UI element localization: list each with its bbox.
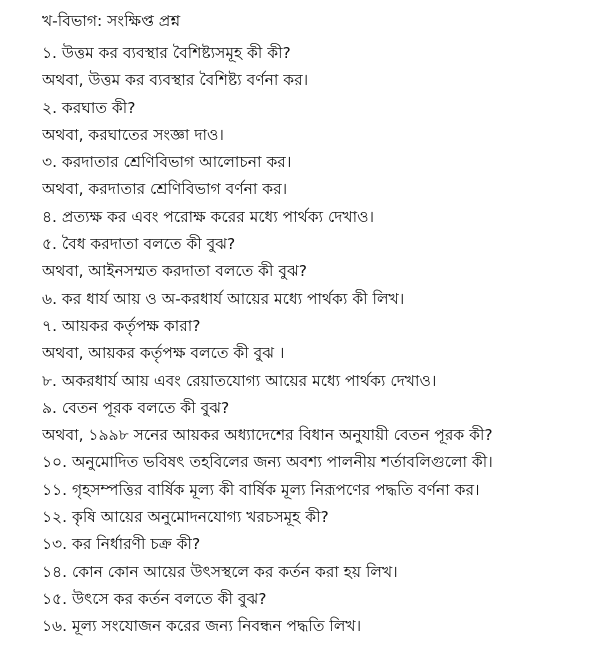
question-line: ১০. অনুমোদিত ভবিষৎ তহবিলের জন্য অবশ্য পালনীয় শর্তাবলিগুলো কী। xyxy=(42,453,493,472)
question-line: ১৫. উৎসে কর কর্তন বলতে কী বুঝ? xyxy=(42,589,267,608)
question-list xyxy=(42,40,592,641)
question-line: ১. উত্তম কর ব্যবস্থার বৈশিষ্ট্যসমূহ কী কী? xyxy=(42,44,291,62)
question-line: ৩. করদাতার শ্রেণিবিভাগ আলোচনা কর। xyxy=(42,153,292,172)
question-line: ৪. প্রত্যক্ষ কর এবং পরোক্ষ করের মধ্যে পার্থক্য দেখাও। xyxy=(42,207,375,226)
section-heading: খ-বিভাগ: সংক্ষিপ্ত প্রশ্ন xyxy=(42,12,181,30)
question-line: অথবা, আইনসম্মত করদাতা বলতে কী বুঝ? xyxy=(42,262,307,281)
question-line: ৮. অকরধার্য আয় এবং রেয়াতযোগ্য আয়ের মধ্যে পার্থক্য দেখাও। xyxy=(42,371,437,390)
question-line: ৭. আয়কর কর্তৃপক্ষ কারা? xyxy=(42,316,201,335)
question-line: ৫. বৈধ করদাতা বলতে কী বুঝ? xyxy=(42,235,236,254)
question-line: অথবা, করঘাতের সংজ্ঞা দাও। xyxy=(42,125,224,144)
question-line: ৬. কর ধার্য আয় ও অ-করধার্য আয়ের মধ্যে পার্থক্য কী লিখ। xyxy=(42,289,405,308)
question-line: ১১. গৃহসম্পত্তির বার্ষিক মূল্য কী বার্ষিক মূল্য নিরূপণের পদ্ধতি বর্ণনা কর। xyxy=(42,480,480,499)
question-line: অথবা, করদাতার শ্রেণিবিভাগ বর্ণনা কর। xyxy=(42,180,288,199)
question-line: ১৪. কোন কোন আয়ের উৎসস্থলে কর কর্তন করা হয় লিখ। xyxy=(42,562,398,581)
question-line: অথবা, আয়কর কর্তৃপক্ষ বলতে কী বুঝ । xyxy=(42,344,285,363)
question-line: ৯. বেতন পূরক বলতে কী বুঝ? xyxy=(42,398,230,417)
question-line: ১৩. কর নির্ধারণী চক্র কী? xyxy=(42,535,201,554)
question-line: ১৬. মূল্য সংযোজন করের জন্য নিবন্ধন পদ্ধতি লিখ। xyxy=(42,617,362,636)
question-line: ১২. কৃষি আয়ের অনুমোদনযোগ্য খরচসমূহ কী? xyxy=(42,508,329,527)
question-line: অথবা, ১৯৯৮ সনের আয়কর অধ্যাদেশের বিধান অনুযায়ী বেতন পূরক কী? xyxy=(42,426,493,445)
question-line: ২. করঘাত কী? xyxy=(42,98,136,117)
question-line: অথবা, উত্তম কর ব্যবস্থার বৈশিষ্ট্য বর্ণনা কর। xyxy=(42,71,309,90)
